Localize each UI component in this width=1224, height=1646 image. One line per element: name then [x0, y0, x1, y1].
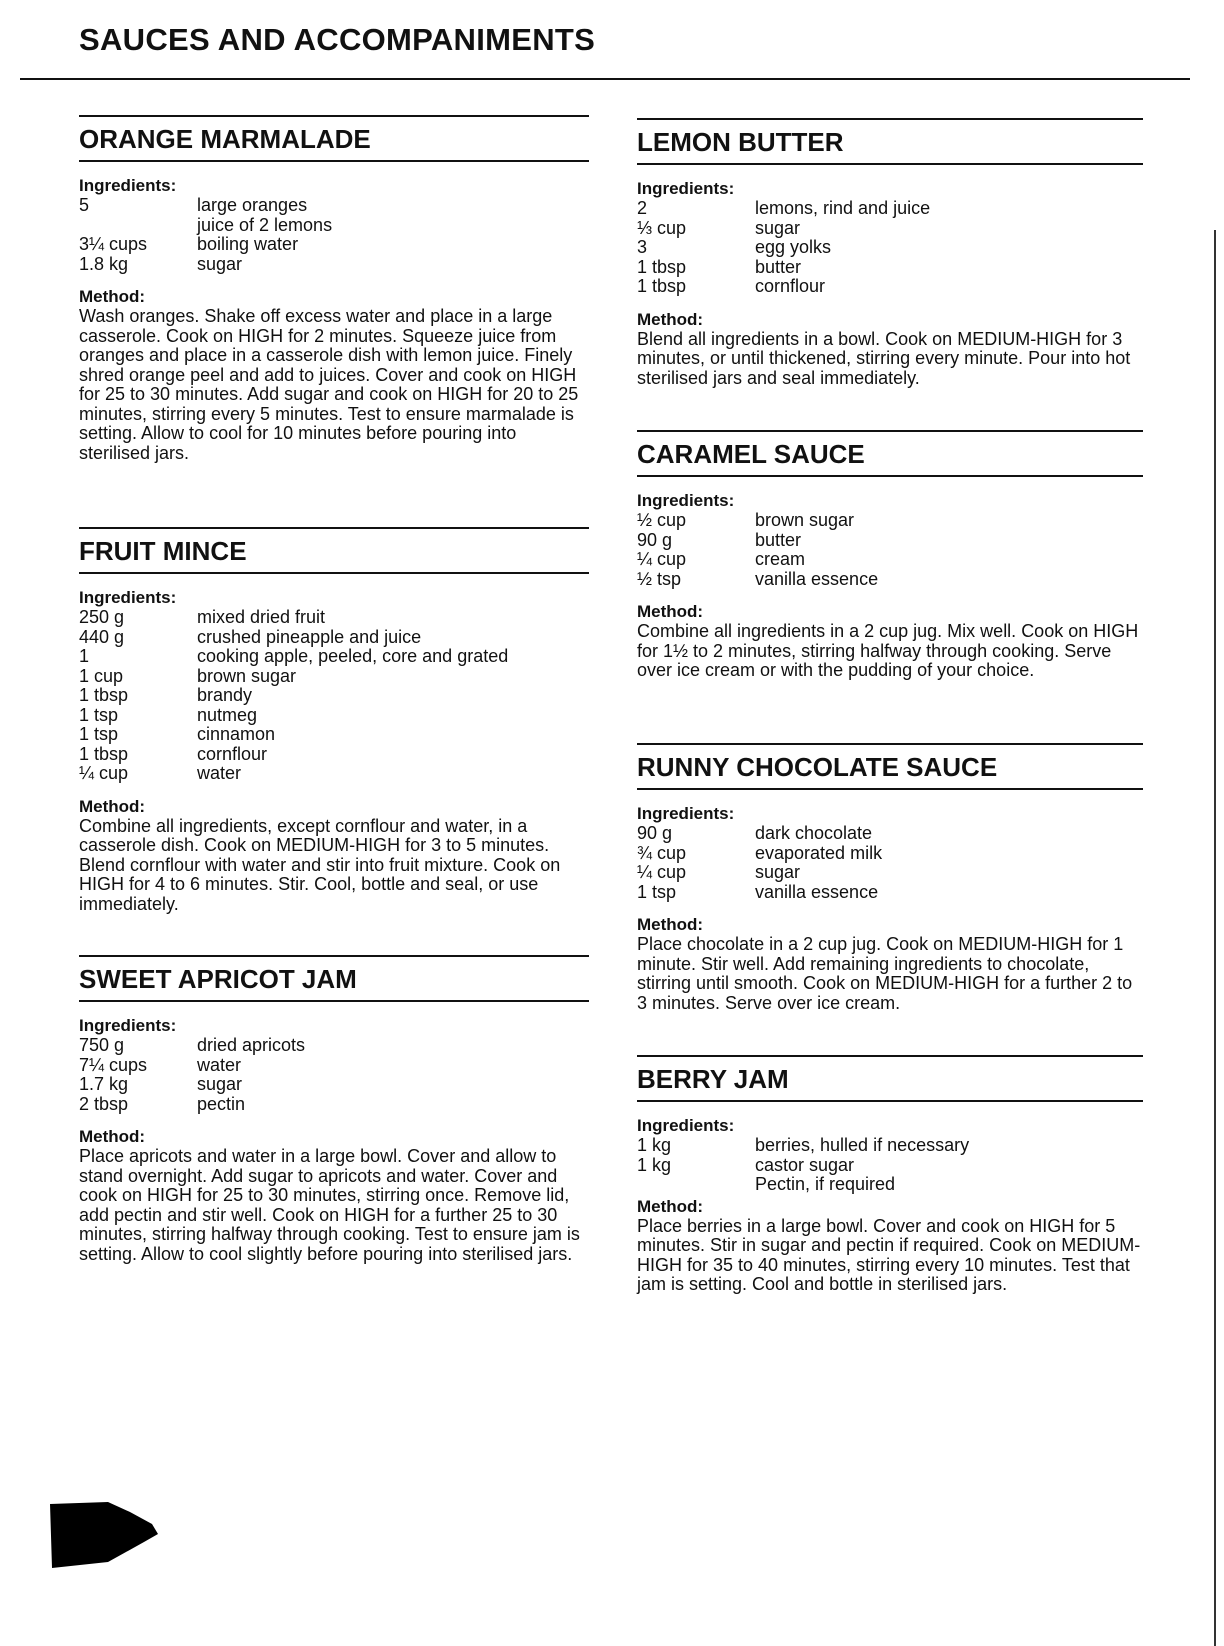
recipe-lemon-butter [637, 118, 1143, 388]
ingredient-row [637, 258, 1143, 278]
ingredient-item: sugar [755, 862, 801, 882]
ingredient-item: brown sugar [197, 665, 297, 686]
recipe-orange-marmalade [79, 115, 589, 463]
ingredient-item: boiling water [197, 234, 299, 254]
recipe-runny-chocolate-sauce [637, 743, 1143, 1013]
ingredient-item: cornflour [197, 743, 268, 764]
ingredient-qty: 440 g [79, 626, 125, 647]
ingredient-qty: 2 tbsp [79, 1093, 129, 1114]
ingredient-row [637, 511, 1143, 531]
ingredients-label: Ingredients: [637, 804, 735, 823]
ingredient-row [637, 883, 1143, 903]
method-label: Method: [637, 602, 704, 621]
ingredient-row [637, 844, 1143, 864]
ingredient-item: water [197, 1054, 242, 1075]
ingredient-row [79, 235, 589, 255]
ingredients-label: Ingredients: [79, 588, 177, 607]
recipe-title: RUNNY CHOCOLATE SAUCE [637, 752, 998, 782]
ingredient-item: pectin [197, 1093, 246, 1114]
ingredient-row [79, 667, 589, 687]
ingredient-qty: ½ tsp [637, 568, 682, 589]
ingredient-item: mixed dried fruit [197, 607, 326, 627]
ingredient-row [79, 725, 589, 745]
ingredient-qty: 3 [637, 237, 648, 257]
ingredient-row [79, 686, 589, 706]
ingredient-qty: 2 [637, 198, 648, 218]
method-text: Blend all ingredients in a bowl. Cook on MEDIUM-HIGH for 3 minutes, or until thickened, stirring every minute. Pour into hot sterilised jars and seal immediately. [637, 328, 1131, 388]
method-label: Method: [79, 1127, 146, 1146]
method-text: Place chocolate in a 2 cup jug. Cook on MEDIUM-HIGH for 1 minute. Stir well. Add remaining ingredients to chocolate, stirring until smooth. Cook on MEDIUM-HIGH for a further 2 to 3 minutes. Serve over ice cream. [637, 934, 1133, 1013]
title-rule [20, 78, 1190, 80]
recipe-title: BERRY JAM [637, 1064, 789, 1094]
ingredient-item: Pectin, if required [755, 1174, 896, 1194]
recipe-header [637, 430, 1143, 477]
ingredient-row [79, 1056, 589, 1076]
recipe-header [79, 115, 589, 162]
ingredient-qty: ½ cup [637, 510, 687, 530]
ingredient-row [637, 277, 1143, 297]
ingredient-qty: ¼ cup [637, 549, 687, 569]
ingredient-row [79, 764, 589, 784]
ingredient-qty: ¼ cup [79, 763, 129, 783]
recipe-title: LEMON BUTTER [637, 127, 844, 157]
ingredient-item: lemons, rind and juice [755, 198, 931, 218]
ingredient-item: cream [755, 549, 806, 569]
ingredient-qty: ¼ cup [637, 862, 687, 882]
ingredient-qty: 1.7 kg [79, 1074, 129, 1094]
ingredient-row [79, 1095, 589, 1115]
ingredient-qty [637, 1175, 755, 1195]
ingredient-item: evaporated milk [755, 842, 883, 863]
ingredient-qty: 90 g [637, 823, 673, 843]
ingredient-row [637, 1156, 1143, 1176]
ingredient-item: egg yolks [755, 237, 832, 257]
ingredient-item: castor sugar [755, 1154, 855, 1175]
recipe-header [637, 118, 1143, 165]
ingredients-label: Ingredients: [79, 1016, 177, 1035]
recipe-title: ORANGE MARMALADE [79, 124, 371, 154]
ingredient-row [79, 608, 589, 628]
ingredient-item: vanilla essence [755, 568, 879, 589]
ingredient-item: large oranges [197, 195, 308, 215]
recipe-title: CARAMEL SAUCE [637, 439, 865, 469]
ingredient-qty: 1 tsp [79, 704, 119, 725]
method-text: Wash oranges. Shake off excess water and place in a large casserole. Cook on HIGH for 2 minutes. Squeeze juice from oranges and place in a casserole dish with lemon juice. Finely shred orange peel and add to juices. Cover and cook on HIGH for 25 to 30 minutes. Add sugar and cook on HIGH for 20 to 25 minutes, stirring every 5 minutes. Test to ensure marmalade is setting. Allow to cool for 10 minutes before pouring into sterilised jars. [79, 306, 579, 463]
ingredient-row [79, 1036, 589, 1056]
ingredient-qty: 1 cup [79, 665, 124, 686]
ingredient-row [79, 706, 589, 726]
ingredient-row [79, 745, 589, 765]
ingredient-qty: 1 tbsp [79, 743, 129, 764]
ingredient-item: butter [755, 256, 802, 277]
recipe-caramel-sauce [637, 430, 1143, 681]
ingredient-qty: ⅓ cup [637, 217, 687, 238]
ingredient-item: cinnamon [197, 724, 276, 744]
ingredient-row [637, 219, 1143, 239]
recipe-header [637, 743, 1143, 790]
ingredient-item: juice of 2 lemons [197, 214, 333, 235]
ingredient-qty: 1 kg [637, 1154, 672, 1175]
recipe-title: SWEET APRICOT JAM [79, 964, 357, 994]
ingredient-qty [79, 216, 197, 236]
method-label: Method: [79, 287, 146, 306]
ingredient-item: dried apricots [197, 1035, 306, 1055]
ingredient-row [637, 199, 1143, 219]
ingredient-qty: 1 tbsp [79, 685, 129, 705]
ingredient-row [637, 1136, 1143, 1156]
ingredients-label: Ingredients: [637, 491, 735, 510]
ingredient-row [637, 1175, 1143, 1195]
ingredient-qty: 1 tbsp [637, 256, 687, 277]
method-label: Method: [79, 796, 146, 816]
ingredient-item: nutmeg [197, 704, 258, 725]
method-text: Combine all ingredients, except cornflour and water, in a casserole dish. Cook on MEDIUM-HIGH for 3 to 5 minutes. Blend cornflour with water and stir into fruit mixture. Cook on HIGH for 4 to 6 minutes. Stir. Cool, bottle and seal, or use immediately. [79, 815, 561, 914]
recipe-berry-jam [637, 1055, 1143, 1295]
ingredient-qty: 1 tbsp [637, 276, 687, 296]
ingredient-item: brandy [197, 685, 253, 705]
ingredient-row [79, 647, 589, 667]
ingredient-row [79, 255, 589, 275]
method-label: Method: [637, 1196, 704, 1216]
ingredient-item: cornflour [755, 276, 826, 296]
page-tab-marker [48, 1500, 160, 1572]
ingredient-qty: 750 g [79, 1035, 125, 1055]
ingredient-qty: 1 tsp [79, 724, 119, 744]
ingredient-row [637, 550, 1143, 570]
ingredient-row [637, 531, 1143, 551]
ingredient-item: brown sugar [755, 510, 855, 530]
ingredient-qty: ¾ cup [637, 842, 687, 863]
ingredient-qty: 1 kg [637, 1135, 672, 1155]
ingredient-row [637, 570, 1143, 590]
ingredient-item: dark chocolate [755, 823, 873, 843]
ingredient-qty: 5 [79, 195, 90, 215]
ingredients-label: Ingredients: [79, 176, 177, 195]
ingredient-qty: 7¼ cups [79, 1054, 148, 1075]
method-text: Place berries in a large bowl. Cover and cook on HIGH for 5 minutes. Stir in sugar and pectin if required. Cook on MEDIUM-HIGH for 35 to 40 minutes, stirring every 10 minutes. Test that jam is setting. Cool and bottle in sterilised jars. [637, 1215, 1141, 1294]
ingredient-item: crushed pineapple and juice [197, 626, 422, 647]
ingredient-qty: 3¼ cups [79, 234, 148, 254]
ingredient-item: cooking apple, peeled, core and grated [197, 646, 509, 666]
recipe-header [637, 1055, 1143, 1102]
ingredient-item: vanilla essence [755, 881, 879, 902]
ingredients-label: Ingredients: [637, 1116, 735, 1135]
ingredient-row [637, 238, 1143, 258]
recipe-header [79, 955, 589, 1002]
ingredient-item: water [197, 763, 242, 783]
ingredient-row [79, 1075, 589, 1095]
ingredient-row [79, 216, 589, 236]
page-edge [1214, 230, 1216, 1646]
ingredient-item: butter [755, 529, 802, 550]
method-text: Combine all ingredients in a 2 cup jug. Mix well. Cook on HIGH for 1½ to 2 minutes, stirring halfway through cooking. Serve over ice cream or with the pudding of your choice. [637, 621, 1139, 680]
ingredients-label: Ingredients: [637, 179, 735, 198]
page-title: SAUCES AND ACCOMPANIMENTS [79, 22, 596, 57]
recipe-sweet-apricot-jam [79, 955, 589, 1264]
ingredient-qty: 250 g [79, 607, 125, 627]
method-label: Method: [637, 309, 704, 329]
ingredient-row [637, 863, 1143, 883]
ingredient-qty: 90 g [637, 529, 673, 550]
ingredient-item: sugar [197, 253, 243, 274]
ingredient-qty: 1 tsp [637, 881, 677, 902]
ingredient-row [637, 824, 1143, 844]
method-text: Place apricots and water in a large bowl. Cover and allow to stand overnight. Add sugar to apricots and water. Cover and cook on HIGH for 25 to 30 minutes, stirring once. Remove lid, add pectin and stir well. Cook on HIGH for a further 25 to 30 minutes, stirring halfway through cooking. Test to ensure jam is setting. Allow to cool slightly before pouring into sterilised jars. [79, 1146, 580, 1264]
ingredient-item: berries, hulled if necessary [755, 1135, 970, 1155]
ingredient-qty: 1 [79, 646, 90, 666]
recipe-fruit-mince [79, 527, 589, 914]
ingredient-item: sugar [755, 217, 801, 238]
recipe-title: FRUIT MINCE [79, 536, 247, 566]
recipe-header [79, 527, 589, 574]
ingredient-row [79, 628, 589, 648]
ingredient-qty: 1.8 kg [79, 253, 129, 274]
ingredient-item: sugar [197, 1074, 243, 1094]
ingredient-row [79, 196, 589, 216]
method-label: Method: [637, 915, 704, 934]
